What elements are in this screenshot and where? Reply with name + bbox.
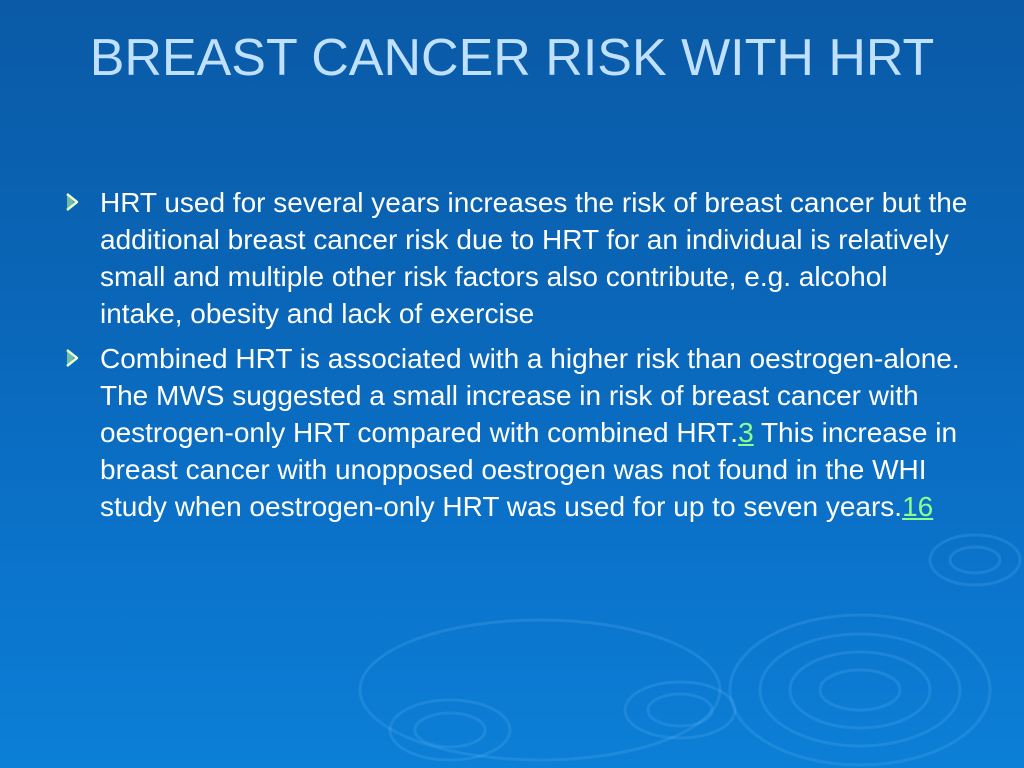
- bullet-text-1: HRT used for several years increases the risk of breast cancer but the additional breast cancer risk due to HRT for an individual is relatively small and multiple other risk factors also contribute, e.g. alcohol intake, obesity and lack of exercise: [100, 187, 968, 329]
- reference-link-3[interactable]: 3: [738, 417, 754, 448]
- bullet-text-2-part1: Combined HRT is associated with a higher risk than oestrogen-alone. The MWS suggested a small increase in risk of breast cancer with oestrogen-only HRT compared with combined HRT.: [100, 343, 960, 448]
- bullet-list: [62, 184, 972, 533]
- arrow-bullet-icon: [62, 346, 82, 370]
- slide-title: BREAST CANCER RISK WITH HRT: [89, 29, 935, 87]
- bullet-item-2: [62, 340, 972, 525]
- bullet-item-1: [62, 184, 972, 332]
- reference-link-16[interactable]: 16: [902, 491, 934, 522]
- bullet-text-2-part2: This increase in breast cancer with unopposed oestrogen was not found in the WHI study when oestrogen-only HRT was used for up to seven years.: [100, 417, 958, 522]
- arrow-bullet-icon: [62, 190, 82, 214]
